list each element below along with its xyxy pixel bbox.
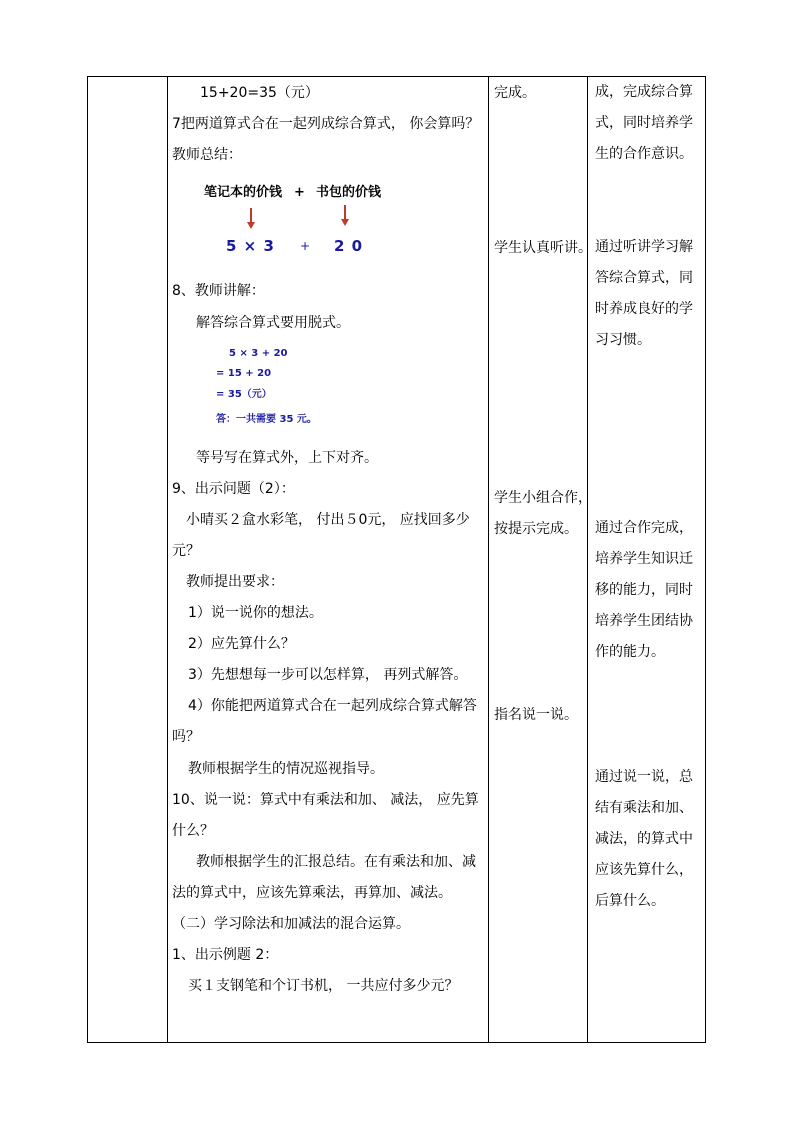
label-bag-price: 书包的价钱 bbox=[316, 185, 382, 200]
problem-2-text-cont: 元？ bbox=[172, 543, 200, 559]
teacher-explains-label: 8、教师讲解： bbox=[172, 283, 265, 299]
student-activity-2: 学生认真听讲。 bbox=[494, 240, 592, 256]
student-activity-1: 完成。 bbox=[494, 85, 536, 101]
teacher-conclusion-cont: 法的算式中，应该先算乘法，再算加、减法。 bbox=[172, 885, 452, 901]
teacher-summary-label: 教师总结： bbox=[172, 147, 242, 163]
discussion-prompt-cont: 什么？ bbox=[172, 823, 214, 839]
design-intent-4: 通过说一说，总 结有乘法和加、 减法，的算式中 应该先算什么， 后算什么。 bbox=[595, 769, 693, 909]
expr-twenty: 2 0 bbox=[334, 237, 364, 255]
calc-line: 15+20=35（元） bbox=[200, 85, 319, 101]
requirement-4-cont: 吗？ bbox=[172, 729, 200, 745]
requirement-1: 1）说一说你的想法。 bbox=[188, 605, 323, 621]
teacher-conclusion: 教师根据学生的汇报总结。在有乘法和加、减 bbox=[196, 854, 476, 870]
arrow-head-icon bbox=[247, 222, 255, 229]
requirement-3: 3）先想想每一步可以怎样算， 再列式解答。 bbox=[188, 667, 468, 683]
design-intent-3: 通过合作完成， 培养学生知识迁 移的能力，同时 培养学生团结协 作的能力。 bbox=[595, 520, 693, 660]
calc-step-1: 5 × 3 + 20 bbox=[229, 348, 288, 359]
column-divider-2 bbox=[488, 76, 489, 1043]
example-2-heading: 1、出示例题 2： bbox=[172, 947, 279, 963]
label-notebook-price: 笔记本的价钱 bbox=[204, 185, 283, 200]
design-intent-1: 成，完成综合算 式，同时培养学 生的合作意识。 bbox=[595, 84, 693, 162]
explanation-text: 解答综合算式要用脱式。 bbox=[196, 315, 350, 331]
expr-multiply: 5 × 3 bbox=[226, 237, 275, 255]
expr-plus: + bbox=[300, 239, 311, 253]
problem-2-text: 小晴买２盒水彩笔， 付出５0元， 应找回多少 bbox=[186, 512, 470, 528]
student-activity-4: 指名说一说。 bbox=[494, 707, 578, 723]
requirement-4: 4）你能把两道算式合在一起列成综合算式解答 bbox=[188, 698, 477, 714]
arrow-head-icon bbox=[341, 219, 349, 226]
arrow-down-icon bbox=[344, 205, 346, 219]
discussion-prompt: 10、说一说：算式中有乘法和加、 减法， 应先算 bbox=[172, 792, 479, 808]
requirement-2: 2）应先算什么？ bbox=[188, 636, 295, 652]
calc-step-2: = 15 + 20 bbox=[216, 368, 272, 379]
calc-step-3: = 35（元） bbox=[216, 389, 272, 400]
calc-answer: 答：一共需要 35 元。 bbox=[216, 414, 317, 425]
question-line: 7把两道算式合在一起列成综合算式， 你会算吗？ bbox=[172, 116, 480, 132]
arrow-down-icon bbox=[250, 208, 252, 222]
teacher-guidance: 教师根据学生的情况巡视指导。 bbox=[188, 761, 384, 777]
equals-alignment-note: 等号写在算式外，上下对齐。 bbox=[196, 450, 378, 466]
column-divider-1 bbox=[167, 76, 168, 1043]
problem-2-heading: 9、出示问题（2）： bbox=[172, 481, 295, 497]
example-2-text: 买１支钢笔和个订书机， 一共应付多少元？ bbox=[188, 978, 459, 994]
teacher-requirements-label: 教师提出要求： bbox=[186, 574, 284, 590]
student-activity-3-cont: 按提示完成。 bbox=[494, 521, 578, 537]
design-intent-2: 通过听讲学习解 答综合算式，同 时养成良好的学 习习惯。 bbox=[595, 239, 693, 348]
section-heading: （二）学习除法和加减法的混合运算。 bbox=[172, 916, 410, 932]
label-plus: + bbox=[294, 185, 305, 200]
column-divider-3 bbox=[587, 76, 588, 1043]
student-activity-3: 学生小组合作， bbox=[494, 490, 592, 506]
